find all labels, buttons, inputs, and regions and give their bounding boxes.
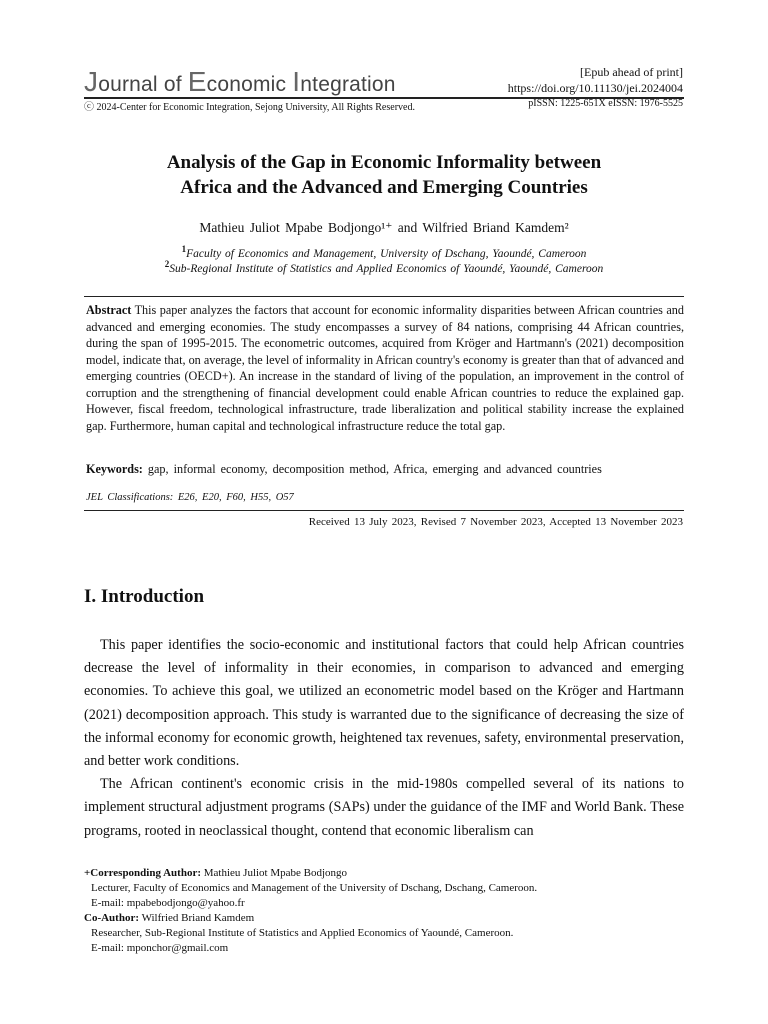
co-author-label: Co-Author: xyxy=(84,912,139,924)
copyright-notice: ⓒ 2024-Center for Economic Integration, Sejong University, All Rights Reserved. xyxy=(84,102,415,113)
corresponding-author-email[interactable]: E-mail: mpabebodjongo@yahoo.fr xyxy=(91,897,245,909)
affiliation-number: 1 xyxy=(181,244,187,254)
jel-classifications: JEL Classifications: E26, E20, F60, H55, O57 xyxy=(86,492,294,503)
paragraph: The African continent's economic crisis in the mid-1980s compelled several of its nations to implement structural adjustment programs (SAPs) under the guidance of the IMF and World Bank. These programs, rooted in neoclassical thought, contend that economic liberalism can xyxy=(84,776,684,839)
affiliation-text: Sub-Regional Institute of Statistics and Applied Economics of Yaoundé, Yaoundé, Cameroon xyxy=(169,262,604,275)
co-author-email[interactable]: E-mail: mponchor@gmail.com xyxy=(91,942,229,954)
introduction-body xyxy=(84,634,684,843)
journal-name-part: ournal of xyxy=(98,73,188,96)
abstract-bottom-divider xyxy=(84,510,684,511)
article-title-line: Africa and the Advanced and Emerging Countries xyxy=(180,177,588,198)
journal-name-part: ntegration xyxy=(300,73,396,96)
corresponding-author-line xyxy=(84,866,684,881)
affiliation-text: Faculty of Economics and Management, University of Dschang, Yaoundé, Cameroon xyxy=(186,247,587,260)
article-authors: Mathieu Juliot Mpabe Bodjongo¹⁺ and Wilfried Briand Kamdem² xyxy=(199,220,569,235)
journal-name-part: conomic xyxy=(206,73,293,96)
co-author-position: Researcher, Sub-Regional Institute of Statistics and Applied Economics of Yaoundé, Cameroon. xyxy=(91,927,514,939)
abstract xyxy=(86,302,684,434)
affiliation-2 xyxy=(84,259,684,275)
affiliation-number: 2 xyxy=(164,259,170,269)
keywords-label: Keywords: xyxy=(86,462,143,476)
paragraph: This paper identifies the socio-economic and institutional factors that could help African countries decrease the level of informality in their economies, in comparison to advanced and emerging economies. To achieve this goal, we utilized an econometric model based on the Kröger and Hartmann (2021) decomposition approach. This study is warranted due to the significance of decreasing the size of the informal economy for economic growth, heightened tax revenues, safety, environmental preservation, and better work conditions. xyxy=(84,637,684,770)
article-title xyxy=(84,150,684,200)
abstract-label: Abstract xyxy=(86,303,132,317)
co-author-name: Wilfried Briand Kamdem xyxy=(141,912,255,924)
abstract-top-divider xyxy=(84,296,684,297)
abstract-text: This paper analyzes the factors that account for economic informality disparities between African countries and advanced and emerging economies. The study encompasses a survey of 84 nations, comprising 44 African countries, during the span of 1995-2015. The econometric outcomes, acquired from Kröger and Hartmann's (2021) decomposition model, indicate that, on average, the level of informality in African country's economy is greater than that of advanced and emerging countries (OECD+). An increase in the standard of living of the population, an improvement in the control of corruption and the strengthening of financial development could enable African countries to reduce the explained gap. However, fiscal freedom, technological infrastructure, trade liberalization and political stability increase the explained gap. Furthermore, human capital and technological infrastructure reduce the total gap. xyxy=(86,303,684,433)
co-author-line xyxy=(84,911,684,926)
footnotes xyxy=(84,866,684,956)
affiliation-1 xyxy=(84,244,684,260)
epub-info xyxy=(508,64,683,96)
journal-name-initial: J xyxy=(84,66,99,97)
journal-name xyxy=(84,66,396,98)
corresponding-author-label: +Corresponding Author: xyxy=(84,867,201,879)
issn-info: pISSN: 1225-651X eISSN: 1976-5525 xyxy=(528,98,683,109)
corresponding-author-name: Mathieu Juliot Mpabe Bodjongo xyxy=(203,867,348,879)
keywords xyxy=(86,462,684,477)
corresponding-author-position: Lecturer, Faculty of Economics and Management of the University of Dschang, Dschang, Cameroon. xyxy=(91,882,538,894)
journal-name-initial: I xyxy=(292,66,301,97)
received-dates: Received 13 July 2023, Revised 7 November 2023, Accepted 13 November 2023 xyxy=(308,516,683,528)
section-heading-introduction: I. Introduction xyxy=(84,586,205,607)
article-title-line: Analysis of the Gap in Economic Informality between xyxy=(166,152,602,173)
doi-link[interactable]: https://doi.org/10.11130/jei.2024004 xyxy=(507,81,683,95)
keywords-text: gap, informal economy, decomposition method, Africa, emerging and advanced countries xyxy=(147,462,602,476)
journal-name-initial: E xyxy=(187,66,207,97)
epub-status: [Epub ahead of print] xyxy=(580,65,683,79)
